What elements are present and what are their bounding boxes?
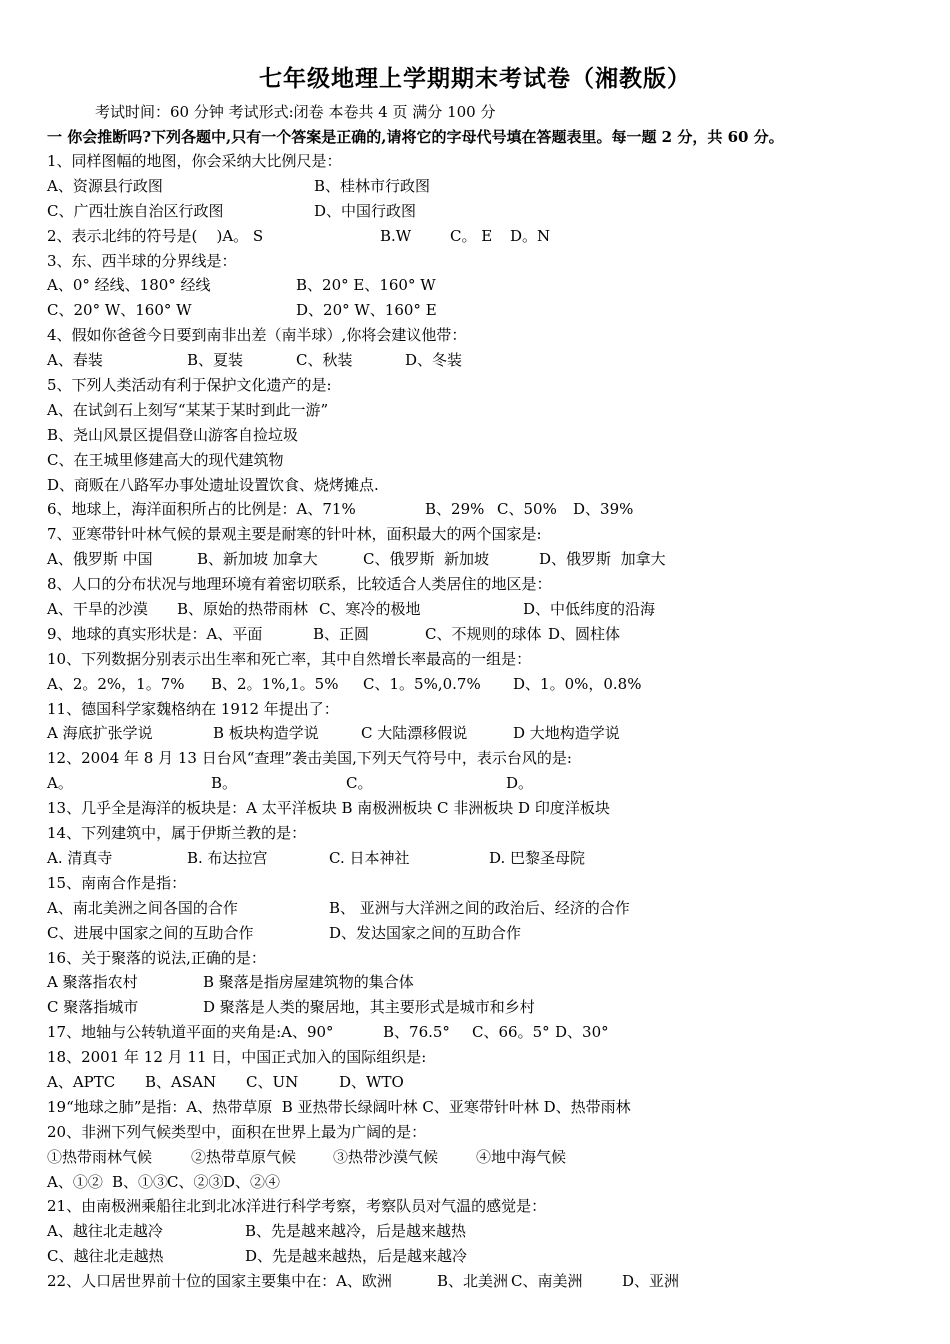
option-text: D、②④ [223, 1172, 281, 1191]
option-text: C、②③ [167, 1172, 224, 1191]
exam-title: 七年级地理上学期期末考试卷（湘教版） [259, 65, 691, 92]
option-text: B、①③ [112, 1172, 169, 1191]
line-text: 17、地轴与公转轨道平面的夹角是:A、90° [47, 1023, 334, 1042]
option-text: B 板块构造学说 [213, 724, 319, 743]
line-text: A、2。2%，1。7% [47, 674, 185, 693]
option-text: C、寒冷的极地 [319, 600, 421, 619]
line-text: A. 清真寺 [47, 848, 113, 867]
line-text: C、进展中国家之间的互助合作 [47, 923, 254, 942]
line-text: 2、表示北纬的符号是( )A。 S [47, 226, 264, 245]
option-text: D、中低纬度的沿海 [523, 600, 656, 619]
line-text: A 聚落指农村 [47, 973, 138, 992]
option-text: C、不规则的球体 [425, 624, 542, 643]
option-text: D。N [510, 226, 551, 245]
line-text: A 海底扩张学说 [47, 724, 153, 743]
option-text: C。 E [450, 226, 493, 245]
line-text: 4、假如你爸爸今日要到南非出差（南半球）,你将会建议他带： [47, 326, 467, 345]
option-text: C、UN [246, 1072, 299, 1091]
option-text: B、先是越来越冷，后是越来越热 [245, 1222, 467, 1241]
line-text: 14、下列建筑中，属于伊斯兰教的是： [47, 824, 307, 843]
option-text: B、ASAN [145, 1072, 217, 1091]
option-text: C. 日本神社 [329, 848, 410, 867]
option-text: C、66。5° [472, 1023, 550, 1042]
line-text: 18、2001 年 12 月 11 日，中国正式加入的国际组织是: [47, 1048, 427, 1067]
line-text: 13、几乎全是海洋的板块是：A 太平洋板块 B 南极洲板块 C 非洲板块 D 印度洋板块 [47, 799, 610, 818]
line-text: A、南北美洲之间各国的合作 [47, 898, 238, 917]
line-text: 15、南南合作是指： [47, 873, 187, 892]
line-text: A、春装 [47, 351, 103, 370]
option-text: D、39% [573, 500, 634, 519]
option-text: D、冬装 [405, 351, 463, 370]
option-text: B、原始的热带雨林 [177, 600, 309, 619]
line-text: 6、地球上，海洋面积所占的比例是：A、71% [47, 500, 356, 519]
line-text: ①热带雨林气候 [47, 1147, 153, 1166]
line-text: C、20° W、160° W [47, 301, 192, 320]
line-text: C、在王城里修建高大的现代建筑物 [47, 450, 284, 469]
line-text: A、资源县行政图 [47, 176, 163, 195]
option-text: D、WTO [339, 1072, 404, 1091]
option-text: C、俄罗斯 新加坡 [363, 550, 490, 569]
line-text: A、越往北走越冷 [47, 1222, 163, 1241]
option-text: B、正圆 [313, 624, 370, 643]
line-text: 16、关于聚落的说法,正确的是： [47, 948, 266, 967]
line-text: A。 [47, 774, 73, 793]
option-text: D、俄罗斯 加拿大 [539, 550, 666, 569]
option-text: B、桂林市行政图 [314, 176, 431, 195]
option-text: ②热带草原气候 [191, 1147, 297, 1166]
option-text: C。 [346, 774, 373, 793]
option-text: C 大陆漂移假说 [361, 724, 468, 743]
line-text: 9、地球的真实形状是：A、平面 [47, 624, 263, 643]
line-text: 3、东、西半球的分界线是： [47, 251, 237, 270]
option-text: C、1。5%,0.7% [363, 674, 481, 693]
option-text: D. 巴黎圣母院 [489, 848, 586, 867]
option-text: C、秋装 [296, 351, 353, 370]
option-text: B 聚落是指房屋建筑物的集合体 [203, 973, 414, 992]
line-text: C、越往北走越热 [47, 1247, 164, 1266]
option-text: B、29% [425, 500, 485, 519]
option-text: D、中国行政图 [314, 201, 417, 220]
line-text: 21、由南极洲乘船往北到北冰洋进行科学考察，考察队员对气温的感觉是： [47, 1197, 547, 1216]
line-text: A、APTC [47, 1072, 116, 1091]
section-instruction: 一 你会推断吗?下列各题中,只有一个答案是正确的,请将它的字母代号填在答题表里。每一题 2 分，共 60 分。 [47, 128, 784, 146]
line-text: 1、同样图幅的地图，你会采纳大比例尺是： [47, 152, 342, 170]
line-text: A、在试剑石上刻写“某某于某时到此一游” [47, 400, 329, 419]
option-text: B、76.5° [383, 1023, 450, 1042]
option-text: B、2。1%,1。5% [211, 674, 339, 693]
option-text: B、夏装 [187, 351, 244, 370]
line-text: 12、2004 年 8 月 13 日台风“查理”袭击美国,下列天气符号中，表示台风的是: [47, 749, 572, 768]
option-text: C、南美洲 [511, 1272, 583, 1291]
line-text: 11、德国科学家魏格纳在 1912 年提出了： [47, 699, 339, 718]
option-text: B、新加坡 加拿大 [197, 550, 318, 569]
line-text: 7、亚寒带针叶林气候的景观主要是耐寒的针叶林，面积最大的两个国家是: [47, 525, 542, 544]
option-text: B。 [211, 774, 238, 793]
option-text: B、20° E、160° W [296, 276, 436, 295]
line-text: A、0° 经线、180° 经线 [47, 276, 211, 295]
line-text: D、商贩在八路军办事处遗址设置饮食、烧烤摊点. [47, 475, 379, 494]
option-text: C、50% [497, 500, 557, 519]
option-text: D、1。0%，0.8% [513, 674, 642, 693]
option-text: D、圆柱体 [548, 624, 621, 643]
option-text: D、发达国家之间的互助合作 [329, 923, 522, 942]
line-text: 19“地球之肺”是指：A、热带草原 B 亚热带长绿阔叶林 C、亚寒带针叶林 D、热带雨林 [47, 1097, 631, 1116]
option-text: ④地中海气候 [476, 1147, 567, 1166]
line-text: A、干旱的沙漠 [47, 600, 148, 619]
line-text: 22、人口居世界前十位的国家主要集中在：A、欧洲 [47, 1272, 392, 1291]
option-text: D、20° W、160° E [296, 301, 437, 320]
line-text: C 聚落指城市 [47, 998, 139, 1017]
option-text: D 大地构造学说 [513, 724, 620, 743]
option-text: D 聚落是人类的聚居地，其主要形式是城市和乡村 [203, 998, 535, 1017]
line-text: A、俄罗斯 中国 [47, 550, 153, 569]
option-text: B. 布达拉宫 [187, 848, 268, 867]
exam-info: 考试时间：60 分钟 考试形式:闭卷 本卷共 4 页 满分 100 分 [95, 103, 496, 121]
option-text: D、亚洲 [622, 1272, 680, 1291]
option-text: D、30° [555, 1023, 609, 1042]
line-text: 8、人口的分布状况与地理环境有着密切联系，比较适合人类居住的地区是： [47, 575, 552, 594]
line-text: 5、下列人类活动有利于保护文化遗产的是: [47, 376, 332, 395]
line-text: B、尧山风景区提倡登山游客自捡垃圾 [47, 425, 299, 444]
line-text: 10、下列数据分别表示出生率和死亡率，其中自然增长率最高的一组是： [47, 649, 532, 668]
option-text: B、 亚洲与大洋洲之间的政治后、经济的合作 [329, 898, 630, 917]
option-text: ③热带沙漠气候 [333, 1147, 439, 1166]
option-text: D、先是越来越热，后是越来越冷 [245, 1247, 468, 1266]
line-text: 20、非洲下列气候类型中，面积在世界上最为广阔的是： [47, 1122, 427, 1141]
option-text: B.W [380, 226, 412, 245]
line-text: A、①② [47, 1172, 103, 1191]
option-text: B、北美洲 [437, 1272, 509, 1291]
line-text: C、广西壮族自治区行政图 [47, 201, 224, 220]
option-text: D。 [506, 774, 534, 793]
